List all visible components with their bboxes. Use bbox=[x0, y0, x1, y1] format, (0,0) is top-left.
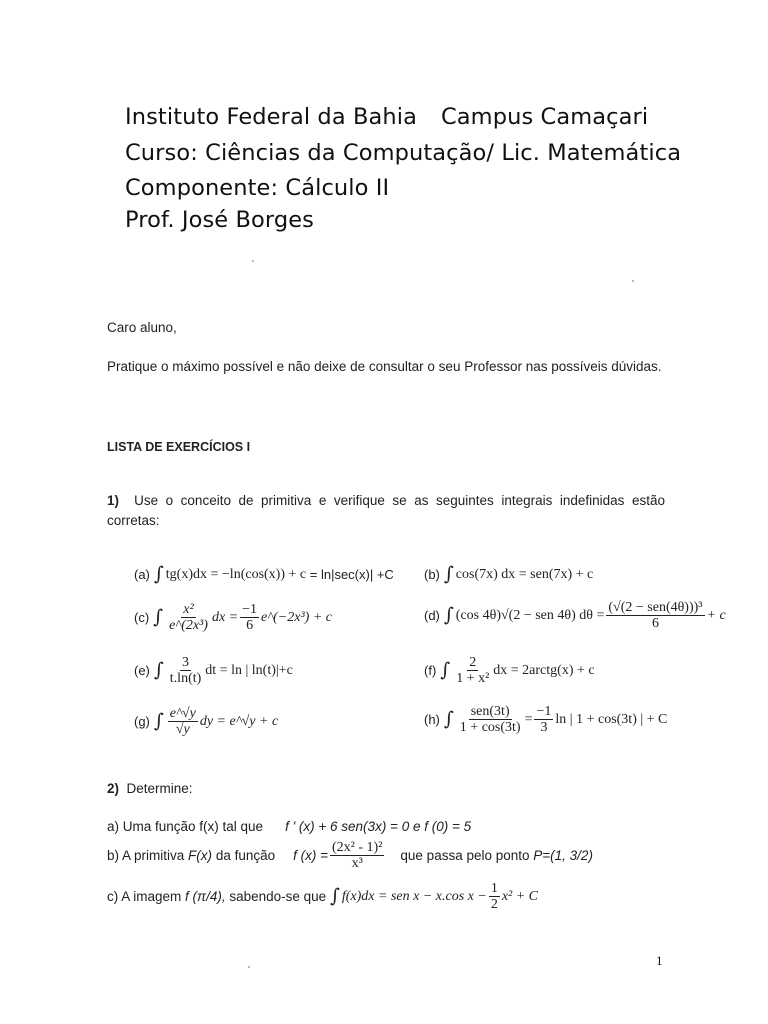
header-institution-line bbox=[125, 104, 648, 130]
item-e: (e) ∫ $\frac{3}{t.\ln(t)}$ dt = ln | ln(t)|+c bbox=[134, 655, 293, 686]
question-2-text: Determine: bbox=[126, 781, 193, 796]
question-2 bbox=[107, 781, 193, 796]
header-component: Componente: Cálculo II bbox=[125, 175, 390, 201]
greeting: Caro aluno, bbox=[107, 320, 177, 335]
header-course: Curso: Ciências da Computação/ Lic. Matemática bbox=[125, 140, 682, 166]
question-2c: c) A imagem f (π/4), sabendo-se que ∫ f(x)dx = sen x − x.cos x − $\frac{1}{2}$ x² + C bbox=[107, 881, 539, 912]
page-number: 1 bbox=[656, 953, 663, 968]
header-professor: Prof. José Borges bbox=[125, 207, 315, 233]
question-1-number: 1) bbox=[107, 493, 120, 508]
campus-name: Campus Camaçari bbox=[440, 104, 649, 130]
item-d: (d) ∫ (cos 4θ)√(2 − sen 4θ) dθ = $\frac{\text{(√(2 − sen(4θ)))³}}{6}$ + c bbox=[424, 600, 726, 631]
question-1-text: Use o conceito de primitiva e verifique se as seguintes integrais indefinidas estão corretas: bbox=[107, 493, 665, 528]
speck bbox=[632, 280, 634, 282]
question-2b: b) A primitiva F(x) da função f (x) = $\frac{\text{(2x² - 1)²}}{\text{x³}}$ que passa pelo ponto P=(1, 3/2) bbox=[107, 840, 593, 871]
item-f: (f) ∫ $\frac{2}{\text{1 + x²}}$ dx = 2arctg(x) + c bbox=[424, 655, 595, 686]
institution-name: Instituto Federal da Bahia bbox=[125, 104, 417, 130]
question-1 bbox=[107, 491, 665, 531]
item-h: (h) ∫ $\frac{\text{sen(3t)}}{1 + \cos(3t)}$ = $\frac{-1}{3}$ ln | 1 + cos(3t) | + C bbox=[424, 704, 668, 735]
item-a: (a) ∫ tg(x)dx = −ln(cos(x)) + c = ln|sec(x)| +C bbox=[134, 563, 394, 585]
speck bbox=[252, 260, 254, 262]
list-title: LISTA DE EXERCÍCIOS I bbox=[107, 440, 251, 454]
question-2-number: 2) bbox=[107, 781, 120, 796]
speck bbox=[248, 966, 250, 968]
item-b: (b) ∫ cos(7x) dx = sen(7x) + c bbox=[424, 563, 594, 585]
intro-paragraph: Pratique o máximo possível e não deixe de consultar o seu Professor nas possíveis dúvidas. bbox=[107, 359, 662, 374]
question-2a: a) Uma função f(x) tal que f ' (x) + 6 sen(3x) = 0 e f (0) = 5 bbox=[107, 819, 472, 834]
item-g: (g) ∫ $\frac{e\^{}√y}{√y}$ dy = e^√y + c bbox=[134, 706, 279, 737]
item-c: (c) ∫ $\frac{\text{x²}}{\text{e\textasciicircum{}(2x³)}}$ dx = $\frac{-1}{6}$ e^(−2x³) + c bbox=[134, 602, 332, 633]
